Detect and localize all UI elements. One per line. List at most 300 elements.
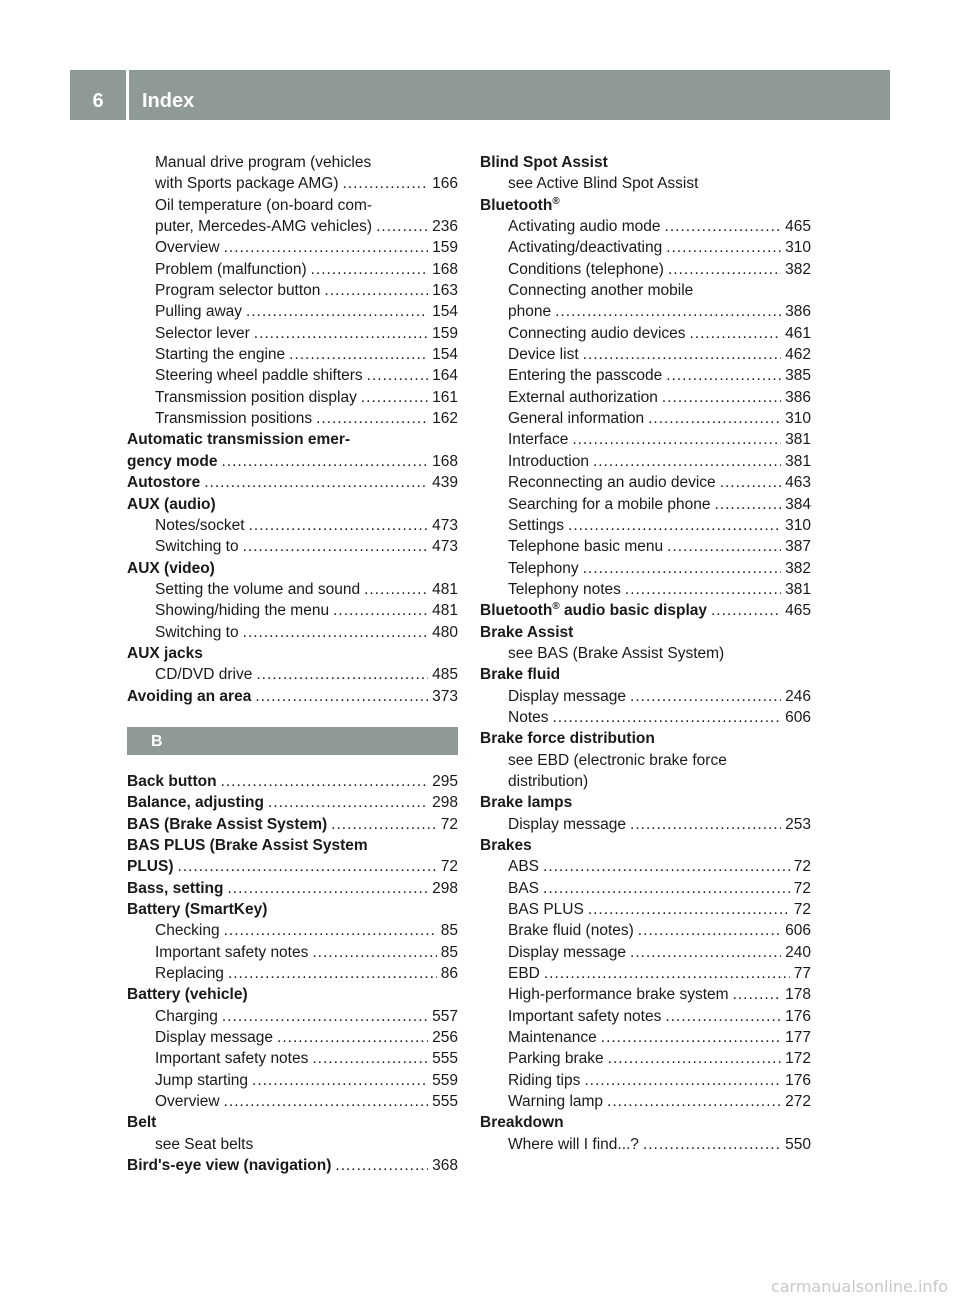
page-ref: 154 [432, 346, 458, 364]
index-subentry [480, 1134, 811, 1155]
dot-leader [243, 536, 429, 557]
entry-label: see EBD (electronic brake force [508, 751, 727, 769]
entry-label: Transmission position display [155, 388, 357, 406]
entry-text [155, 1027, 273, 1048]
index-subentry [127, 1006, 458, 1027]
dot-leader [316, 408, 428, 429]
dot-leader [583, 558, 781, 579]
entry-text [480, 1114, 564, 1131]
dot-leader [204, 472, 428, 493]
entry-label: Selector lever [155, 324, 250, 342]
entry-label: Jump starting [155, 1071, 249, 1089]
index-subentry [480, 344, 811, 365]
entry-label: Program selector button [155, 282, 321, 300]
entry-text [127, 496, 216, 513]
entry-label: CD/DVD drive [155, 666, 253, 684]
entry-text [155, 1006, 218, 1027]
index-subentry [127, 1091, 458, 1112]
page-ref: 298 [432, 794, 458, 812]
entry-label: Important safety notes [508, 1007, 662, 1025]
entry-text [480, 837, 532, 854]
dot-leader [665, 216, 782, 237]
page-ref: 465 [785, 218, 811, 236]
entry-label: Activating audio mode [508, 218, 661, 236]
index-subentry [127, 152, 458, 173]
entry-text [155, 1048, 308, 1069]
index-subentry [127, 173, 458, 194]
entry-text [155, 1136, 253, 1153]
page-ref: 473 [432, 538, 458, 556]
entry-label: EBD [508, 965, 540, 983]
dot-leader [572, 429, 781, 450]
dot-leader [367, 365, 428, 386]
index-subentry [480, 814, 811, 835]
entry-label: Checking [155, 922, 220, 940]
dot-leader [630, 814, 781, 835]
entry-text [155, 323, 250, 344]
page-ref: 253 [785, 815, 811, 833]
index-subentry [480, 365, 811, 386]
entry-text [508, 1091, 603, 1112]
dot-leader [222, 1006, 428, 1027]
page-ref: 381 [785, 580, 811, 598]
index-subentry [127, 323, 458, 344]
entry-label: High-performance brake system [508, 986, 729, 1004]
dot-leader [601, 1027, 781, 1048]
dot-leader [584, 1070, 781, 1091]
dot-leader [630, 686, 781, 707]
entry-label: BAS [508, 879, 540, 897]
page-ref: 555 [432, 1050, 458, 1068]
dot-leader [668, 259, 781, 280]
index-subentry [480, 515, 811, 536]
entry-text [508, 579, 621, 600]
index-list-b [127, 771, 458, 1177]
entry-text [508, 259, 664, 280]
entry-text [127, 814, 327, 835]
entry-text [127, 1155, 331, 1176]
entry-text [508, 1006, 661, 1027]
entry-label: Manual drive program (vehicles [155, 154, 372, 171]
entry-label: Reconnecting an audio device [508, 474, 716, 492]
entry-text [155, 408, 312, 429]
index-subentry [127, 1134, 458, 1155]
dot-leader [361, 387, 428, 408]
entry-text [508, 301, 551, 322]
dot-leader [733, 984, 782, 1005]
entry-text [155, 387, 357, 408]
entry-label: Connecting audio devices [508, 324, 686, 342]
entry-label: Device list [508, 346, 579, 364]
entry-text [508, 899, 584, 920]
entry-label: AUX (video) [127, 559, 215, 577]
index-entry [480, 195, 811, 216]
entry-text [155, 154, 371, 171]
entry-text [127, 686, 251, 707]
index-entry [127, 472, 458, 493]
entry-label: Notes [508, 708, 549, 726]
page-ref: 295 [432, 772, 458, 790]
entry-label: see Active Blind Spot Assist [508, 175, 699, 193]
entry-text [508, 1070, 580, 1091]
index-subentry [480, 451, 811, 472]
entry-text [127, 1114, 156, 1131]
page-ref: 386 [785, 303, 811, 321]
entry-text [155, 622, 239, 643]
entry-text [508, 472, 716, 493]
page-ref: 240 [785, 943, 811, 961]
index-subentry [127, 579, 458, 600]
entry-label: Showing/hiding the menu [155, 602, 330, 620]
index-subentry [480, 878, 811, 899]
entry-label: PLUS) [127, 858, 174, 876]
entry-label: Important safety notes [155, 1050, 309, 1068]
index-list-a [127, 152, 458, 707]
entry-text [508, 237, 662, 258]
entry-text [127, 472, 200, 493]
entry-text [480, 154, 608, 171]
index-entry [127, 771, 458, 792]
entry-label: Steering wheel paddle shifters [155, 367, 363, 385]
index-subentry [480, 750, 811, 771]
page-ref: 485 [432, 666, 458, 684]
entry-text [508, 1027, 597, 1048]
page-ref: 368 [432, 1157, 458, 1175]
page-ref: 272 [785, 1093, 811, 1111]
page-ref: 163 [432, 282, 458, 300]
entry-label: Display message [508, 687, 627, 705]
page-ref: 72 [793, 879, 811, 897]
index-entry [127, 1155, 458, 1176]
entry-label: Switching to [155, 538, 239, 556]
dot-leader [268, 792, 428, 813]
index-subentry [127, 600, 458, 621]
page-ref: 236 [432, 218, 458, 236]
index-subentry [480, 1048, 811, 1069]
entry-label: Switching to [155, 623, 239, 641]
dot-leader [228, 963, 437, 984]
index-entry [127, 835, 458, 856]
entry-text [155, 259, 307, 280]
dot-leader [608, 1048, 781, 1069]
index-subentry [127, 963, 458, 984]
page-ref: 86 [440, 965, 458, 983]
dot-leader [335, 1155, 428, 1176]
index-entry [127, 984, 458, 1005]
entry-label: see BAS (Brake Assist System) [508, 644, 725, 662]
dot-leader [593, 451, 781, 472]
index-subentry [127, 301, 458, 322]
index-subentry [480, 301, 811, 322]
index-entry [127, 814, 458, 835]
entry-text [508, 942, 626, 963]
page-ref: 310 [785, 239, 811, 257]
entry-label: Pulling away [155, 303, 243, 321]
index-subentry [127, 920, 458, 941]
dot-leader [246, 301, 428, 322]
entry-text [127, 878, 223, 899]
entry-text [508, 282, 693, 299]
page-ref: 385 [785, 367, 811, 385]
entry-text [155, 600, 329, 621]
entry-label: Avoiding an area [127, 687, 252, 705]
page-ref: 310 [785, 410, 811, 428]
entry-text [508, 323, 686, 344]
entry-text [508, 536, 663, 557]
entry-label: Bird's-eye view (navigation) [127, 1157, 332, 1175]
index-entry [480, 622, 811, 643]
dot-leader [665, 1006, 781, 1027]
entry-label: AUX jacks [127, 644, 203, 662]
index-entry [127, 856, 458, 877]
entry-label: Brake fluid [480, 666, 561, 684]
entry-text [127, 837, 368, 854]
entry-label: External authorization [508, 388, 658, 406]
entry-label: Connecting another mobile [508, 282, 694, 300]
index-entry [127, 451, 458, 472]
entry-text [508, 494, 711, 515]
dot-leader [343, 173, 429, 194]
entry-label: Bass, setting [127, 879, 224, 897]
index-subentry [127, 664, 458, 685]
index-subentry [480, 259, 811, 280]
index-subentry [127, 1048, 458, 1069]
page-ref: 168 [432, 260, 458, 278]
page-ref: 162 [432, 410, 458, 428]
entry-label: Oil temperature (on-board com- [155, 196, 373, 214]
entry-text [155, 664, 252, 685]
entry-label: Display message [155, 1029, 274, 1047]
entry-label: Autostore [127, 474, 201, 492]
index-subentry [480, 643, 811, 664]
entry-label: Bluetooth [480, 602, 553, 620]
index-subentry [480, 1070, 811, 1091]
entry-text [480, 666, 560, 683]
entry-label: Entering the passcode [508, 367, 663, 385]
index-entry [480, 728, 811, 749]
entry-label: Telephone basic menu [508, 538, 664, 556]
dot-leader [625, 579, 781, 600]
entry-label: Overview [155, 239, 220, 257]
entry-label: Battery (SmartKey) [127, 901, 268, 918]
page-ref: 72 [793, 858, 811, 876]
page-ref: 384 [785, 495, 811, 513]
dot-leader [331, 814, 437, 835]
entry-text [508, 686, 626, 707]
index-subentry [127, 1027, 458, 1048]
dot-leader [178, 856, 437, 877]
entry-text [155, 942, 308, 963]
entry-text [508, 451, 589, 472]
index-subentry [127, 259, 458, 280]
page-ref: 166 [432, 175, 458, 193]
entry-label: General information [508, 410, 645, 428]
entry-label: Replacing [155, 965, 224, 983]
page-ref: 559 [432, 1071, 458, 1089]
entry-text [508, 1048, 604, 1069]
entry-text [155, 344, 285, 365]
page-ref: 164 [432, 367, 458, 385]
entry-text [508, 752, 727, 769]
dot-leader [690, 323, 782, 344]
entry-text [508, 773, 588, 790]
entry-text [155, 536, 239, 557]
entry-label: Brake force distribution [480, 730, 655, 748]
entry-text [508, 558, 579, 579]
entry-text [508, 365, 662, 386]
entry-text [508, 216, 661, 237]
index-entry [480, 792, 811, 813]
page-ref: 72 [793, 901, 811, 919]
entry-text [508, 645, 724, 662]
entry-label: BAS (Brake Assist System) [127, 815, 328, 833]
entry-label: Breakdown [480, 1114, 564, 1132]
index-entry [480, 600, 811, 621]
dot-leader [667, 536, 781, 557]
index-entry [480, 664, 811, 685]
page-ref: 382 [785, 260, 811, 278]
header-divider [126, 70, 129, 120]
entry-label: Conditions (telephone) [508, 260, 664, 278]
entry-text [508, 387, 658, 408]
page-ref: 463 [785, 474, 811, 492]
dot-leader [221, 451, 428, 472]
entry-label: Searching for a mobile phone [508, 495, 711, 513]
entry-label: Parking brake [508, 1050, 604, 1068]
entry-text [155, 280, 320, 301]
section-header-b: B [127, 727, 458, 755]
index-entry [127, 686, 458, 707]
entry-text [127, 901, 267, 918]
page-ref: 72 [440, 815, 458, 833]
index-subentry [480, 536, 811, 557]
entry-text [127, 645, 203, 662]
dot-leader [324, 280, 428, 301]
entry-text [508, 429, 568, 450]
entry-text [508, 344, 579, 365]
dot-leader [312, 942, 436, 963]
entry-label: Settings [508, 516, 565, 534]
index-subentry [127, 237, 458, 258]
index-subentry [480, 963, 811, 984]
entry-label: Battery (vehicle) [127, 986, 248, 1004]
index-subentry [480, 173, 811, 194]
dot-leader [249, 515, 429, 536]
dot-leader [648, 408, 781, 429]
dot-leader [666, 365, 781, 386]
entry-label: Problem (malfunction) [155, 260, 307, 278]
index-entry [127, 792, 458, 813]
entry-text [480, 624, 573, 641]
index-subentry [127, 216, 458, 237]
dot-leader [311, 259, 429, 280]
entry-text [480, 600, 707, 621]
entry-label: Setting the volume and sound [155, 580, 361, 598]
index-entry [127, 1112, 458, 1133]
entry-text [508, 408, 644, 429]
index-subentry [480, 1027, 811, 1048]
entry-label: Where will I find...? [508, 1135, 639, 1153]
entry-label: Riding tips [508, 1071, 581, 1089]
index-subentry [127, 387, 458, 408]
entry-label: Brake fluid (notes) [508, 922, 634, 940]
dot-leader [256, 664, 428, 685]
entry-text [127, 986, 248, 1003]
index-subentry [480, 771, 811, 792]
entry-text [508, 963, 540, 984]
dot-leader [312, 1048, 428, 1069]
dot-leader [254, 323, 428, 344]
entry-text [127, 771, 217, 792]
index-subentry [480, 472, 811, 493]
index-entry [127, 899, 458, 920]
dot-leader [638, 920, 781, 941]
page-ref: 172 [785, 1050, 811, 1068]
index-subentry [127, 515, 458, 536]
dot-leader [224, 1091, 429, 1112]
index-subentry [127, 365, 458, 386]
page-header [70, 70, 890, 120]
index-entry [127, 494, 458, 515]
entry-label: Starting the engine [155, 346, 286, 364]
page-ref: 557 [432, 1007, 458, 1025]
entry-text [127, 792, 264, 813]
dot-leader [666, 237, 781, 258]
index-entry [480, 1112, 811, 1133]
dot-leader [224, 920, 437, 941]
entry-label: Display message [508, 815, 627, 833]
page-ref: 381 [785, 452, 811, 470]
entry-label: Back button [127, 772, 217, 790]
entry-text [127, 856, 174, 877]
entry-label: Overview [155, 1093, 220, 1111]
entry-text [508, 984, 729, 1005]
entry-text [127, 560, 215, 577]
dot-leader [711, 600, 781, 621]
entry-text [508, 878, 539, 899]
dot-leader [583, 344, 781, 365]
entry-text [155, 579, 360, 600]
index-entry [127, 878, 458, 899]
index-subentry [127, 280, 458, 301]
entry-label: Brakes [480, 837, 532, 854]
entry-text [155, 365, 363, 386]
dot-leader [662, 387, 781, 408]
index-subentry [127, 622, 458, 643]
page-ref: 246 [785, 687, 811, 705]
index-subentry [480, 984, 811, 1005]
entry-text [155, 197, 372, 214]
dot-leader [277, 1027, 428, 1048]
entry-label: Transmission positions [155, 410, 313, 428]
entry-text [127, 451, 217, 472]
index-subentry [480, 558, 811, 579]
index-subentry [480, 323, 811, 344]
index-column-right [480, 152, 811, 1155]
page-ref: 481 [432, 602, 458, 620]
index-subentry [480, 686, 811, 707]
index-subentry [127, 536, 458, 557]
index-entry [127, 643, 458, 664]
index-subentry [480, 1006, 811, 1027]
page-ref: 168 [432, 452, 458, 470]
entry-text [155, 1070, 248, 1091]
entry-label: Telephony [508, 559, 579, 577]
index-subentry [480, 856, 811, 877]
page-ref: 85 [440, 922, 458, 940]
page-ref: 177 [785, 1029, 811, 1047]
entry-text [480, 794, 572, 811]
